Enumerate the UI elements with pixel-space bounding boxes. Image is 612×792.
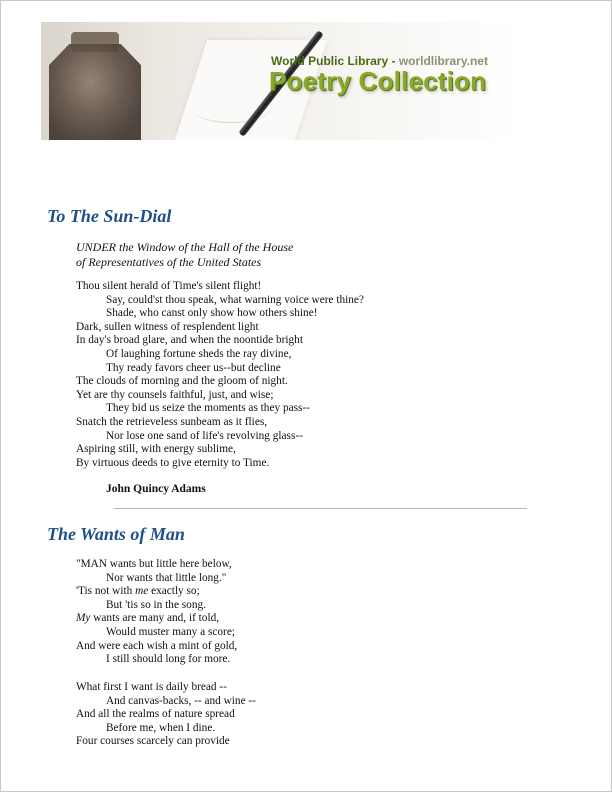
- poem-line-text: 'Tis not with: [76, 585, 136, 598]
- poem-line: And canvas-backs, -- and wine --: [106, 694, 256, 707]
- section-divider: [114, 508, 527, 509]
- poem-line: And all the realms of nature spread: [76, 708, 235, 721]
- poem-line: [76, 612, 237, 626]
- poem-line: Snatch the retrieveless sunbeam as it flies,: [76, 415, 268, 428]
- site-name-text: World Public Library: [271, 54, 389, 68]
- poem-line: But 'tis so in the song.: [106, 598, 206, 611]
- poem-title: To The Sun-Dial: [47, 206, 172, 226]
- poem-line: And were each wish a mint of gold,: [76, 639, 238, 652]
- inkwell-graphic: [49, 44, 141, 140]
- poem-stanza: [76, 280, 364, 470]
- dedication-line: UNDER the Window of the Hall of the House: [76, 240, 294, 254]
- site-separator: -: [388, 54, 399, 68]
- poem-line-text: wants are many and, if told,: [90, 612, 220, 625]
- poem-line: Dark, sullen witness of resplendent light: [76, 320, 259, 333]
- poem-stanza: [76, 681, 256, 749]
- poem-line: Four courses scarcely can provide: [76, 735, 230, 748]
- poem-author: John Quincy Adams: [106, 483, 206, 495]
- poem-line: Before me, when I dine.: [106, 721, 216, 734]
- poem-line: The clouds of morning and the gloom of night.: [76, 375, 288, 388]
- poem-line: Yet are thy counsels faithful, just, and wise;: [76, 388, 274, 401]
- poem-line: I still should long for more.: [106, 653, 231, 666]
- poem-line: They bid us seize the moments as they pass--: [106, 402, 310, 415]
- poem-line-text: exactly so;: [148, 585, 200, 598]
- poem-dedication: [76, 240, 293, 270]
- poem-line: Say, could'st thou speak, what warning voice were thine?: [106, 293, 364, 306]
- poem-line: "MAN wants but little here below,: [76, 558, 232, 570]
- site-url: worldlibrary.net: [398, 54, 488, 68]
- poem-line: [76, 585, 237, 599]
- poem-title: The Wants of Man: [47, 524, 185, 544]
- poem-line: Nor lose one sand of life's revolving glass--: [106, 429, 303, 442]
- poem-line-emphasis: me: [135, 585, 149, 598]
- poem-line: By virtuous deeds to give eternity to Time.: [76, 456, 270, 469]
- poem-line: Thou silent herald of Time's silent flight!: [76, 280, 262, 292]
- poem-line: Of laughing fortune sheds the ray divine,: [106, 347, 292, 360]
- poem-line: Would muster many a score;: [106, 625, 235, 638]
- poem-line: Nor wants that little long.": [106, 571, 227, 584]
- poem-line: Aspiring still, with energy sublime,: [76, 443, 236, 456]
- poem-line: Thy ready favors cheer us--but decline: [106, 361, 281, 374]
- poem-line: What first I want is daily bread --: [76, 681, 227, 693]
- poem-stanza: [76, 558, 237, 667]
- header-banner: [41, 22, 571, 140]
- poem-line: Shade, who canst only show how others shine!: [106, 307, 318, 320]
- dedication-line: of Representatives of the United States: [76, 255, 262, 269]
- poem-line: In day's broad glare, and when the noontide bright: [76, 334, 303, 347]
- collection-title: Poetry Collection: [269, 66, 487, 96]
- poem-line-emphasis: My: [76, 612, 91, 625]
